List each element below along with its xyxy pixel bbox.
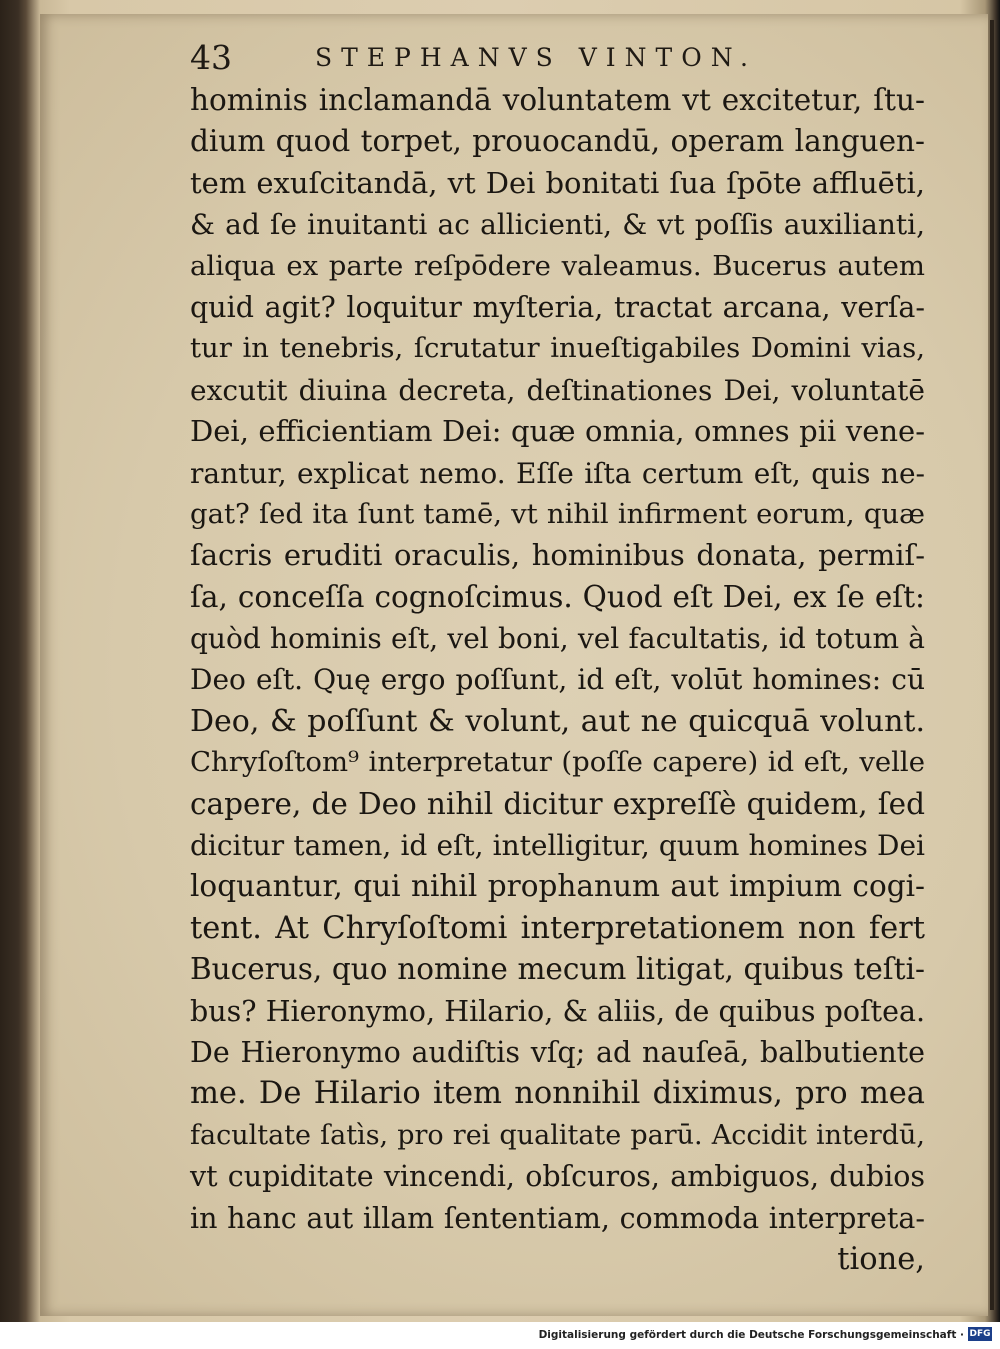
text-line: & ad ſe inuitanti ac allicienti, & vt poſſis auxilianti,: [190, 208, 925, 242]
text-line: gat? ſed ita ſunt tamē, vt nihil infirment eorum, quæ: [190, 497, 925, 530]
dfg-logo-icon: DFG: [969, 1329, 991, 1339]
text-line: capere, de Deo nihil dicitur expreſſè quidem, ſed: [190, 786, 925, 821]
text-line: me. De Hilario item nonnihil diximus, pro mea: [190, 1076, 925, 1112]
text-line: quid agit? loquitur myſteria, tractat arcana, verſa-: [190, 290, 925, 324]
text-line: facultate ſatìs, pro rei qualitate parū. Accidit interdū,: [190, 1119, 925, 1151]
text-line: tur in tenebris, ſcrutatur inueſtigabiles Domini vias,: [190, 332, 925, 365]
text-line: Bucerus, quo nomine mecum litigat, quibus teſti-: [190, 952, 925, 987]
text-line: excutit diuina decreta, deſtinationes Dei, voluntatē: [190, 373, 925, 407]
text-line: tem exuſcitandā, vt Dei bonitati ſua ſpōte affluēti,: [190, 165, 925, 200]
text-line: quòd hominis eſt, vel boni, vel facultatis, id totum à: [190, 622, 925, 656]
text-line: bus? Hieronymo, Hilario, & aliis, de quibus poſtea.: [190, 994, 925, 1028]
page-edge-shadow: [990, 20, 994, 1310]
text-line: loquantur, qui nihil prophanum aut impium cogi-: [190, 869, 925, 904]
text-line: rantur, explicat nemo. Eſſe iſta certum eſt, quis ne-: [190, 456, 925, 490]
funding-credit: Digitalisierung gefördert durch die Deutsche Forschungsgemeinschaft ·: [538, 1329, 964, 1341]
text-line: ſacris eruditi oraculis, hominibus donata, permiſ-: [190, 538, 925, 573]
text-line: dicitur tamen, id eſt, intelligitur, quum homines Dei: [190, 829, 925, 863]
text-line: Deo, & poſſunt & volunt, aut ne quicquā volunt.: [190, 703, 925, 739]
text-line: ſa, conceſſa cognoſcimus. Quod eſt Dei, ex ſe eſt:: [190, 579, 925, 614]
text-line: vt cupiditate vincendi, obſcuros, ambiguos, dubios: [190, 1160, 925, 1194]
page-number: 43: [190, 38, 232, 77]
text-line: in hanc aut illam ſententiam, commoda interpreta-: [190, 1201, 925, 1235]
running-title: STEPHANVS VINTON.: [315, 43, 757, 72]
page-header: [190, 38, 930, 78]
text-line: tent. At Chryſoſtomi interpretationem non fert: [190, 910, 925, 946]
body-text: [190, 80, 925, 1280]
text-line: Dei, efficientiam Dei: quæ omnia, omnes pii vene-: [190, 414, 925, 449]
text-line: Chryſoſtom⁹ interpretatur (poſſe capere) id eſt, velle: [190, 746, 925, 779]
footer-bar: [0, 1322, 1000, 1349]
text-line: De Hieronymo audiſtis vſq; ad nauſeā, balbutiente: [190, 1035, 925, 1069]
catchword-line: tione,: [837, 1241, 925, 1277]
text-line: dium quod torpet, prouocandū, operam languen-: [190, 124, 925, 159]
text-line: aliqua ex parte reſpōdere valeamus. Bucerus autem: [190, 249, 925, 282]
text-line: hominis inclamandā voluntatem vt excitetur, ſtu-: [190, 83, 925, 117]
text-line: Deo eſt. Quę ergo poſſunt, id eſt, volūt homines: cū: [190, 663, 925, 697]
